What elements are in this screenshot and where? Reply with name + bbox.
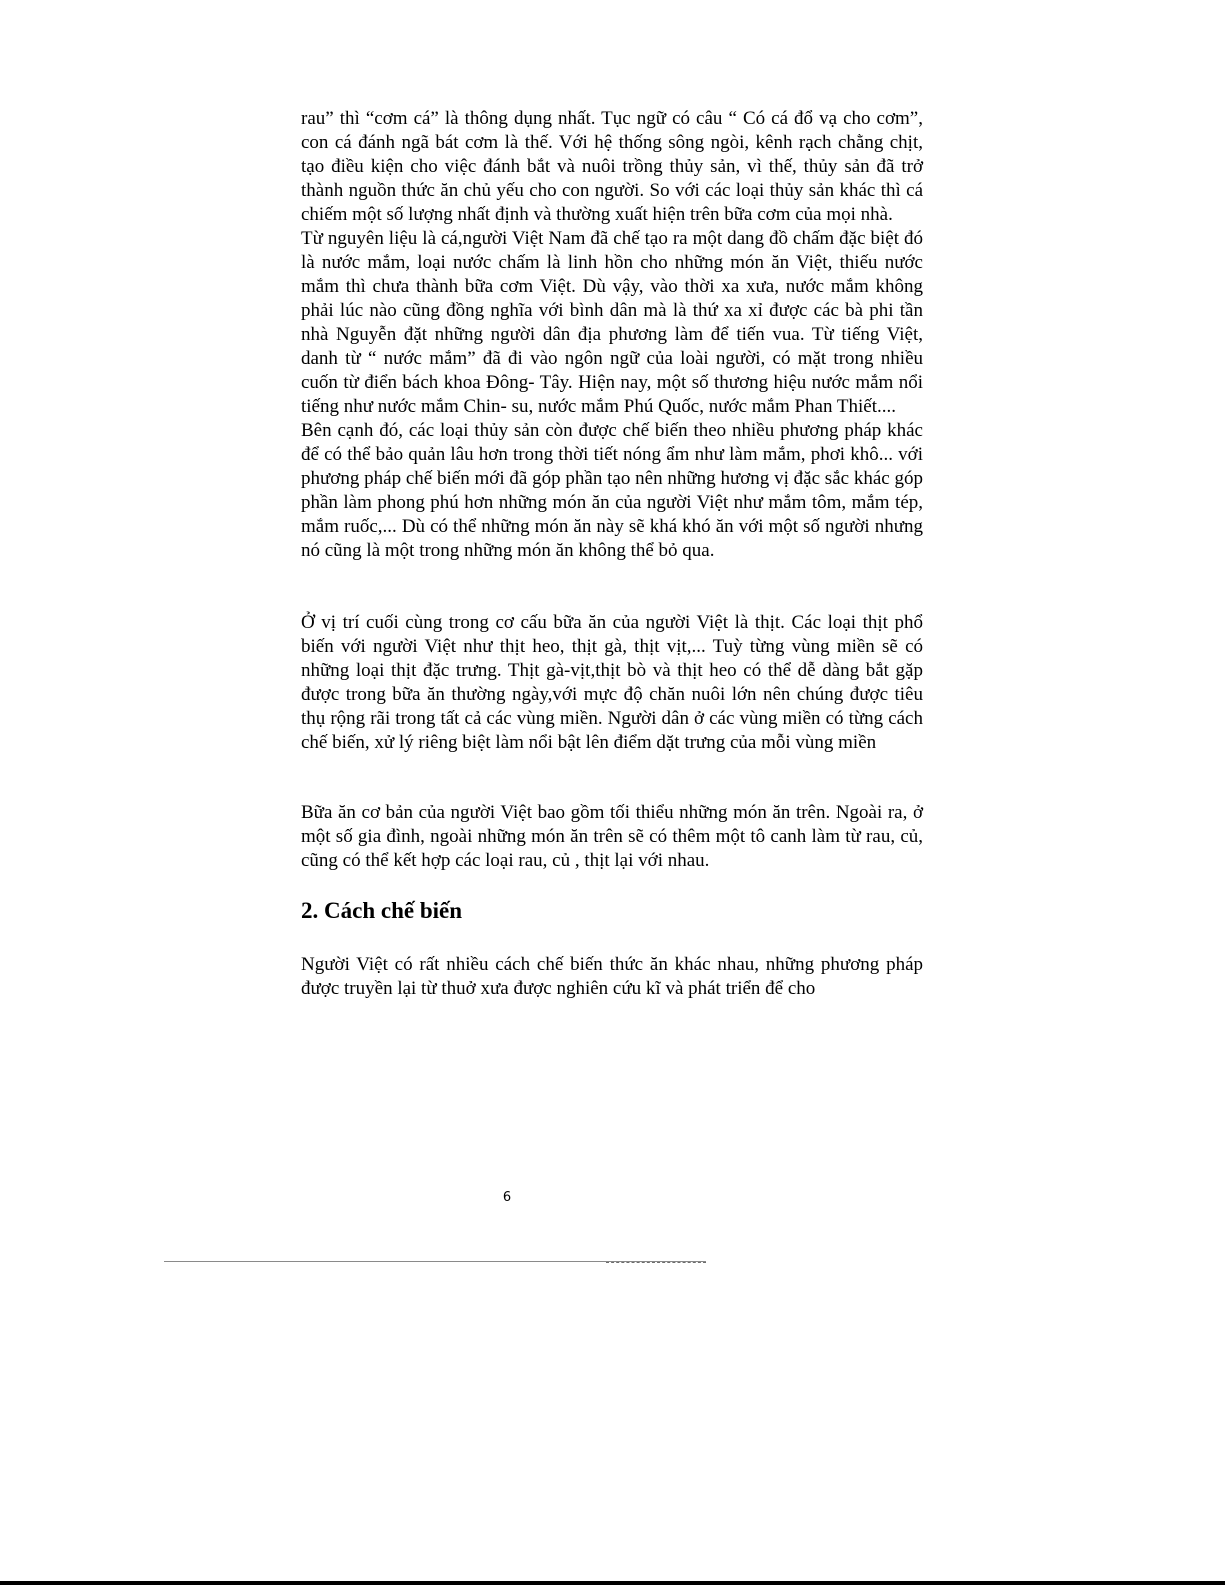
paragraph-preserved-seafood: Bên cạnh đó, các loại thủy sản còn được chế biến theo nhiều phương pháp khác để có thể bảo quản lâu hơn trong thời tiết nóng ẩm như làm mắm, phơi khô... với phương pháp chế biến mới đã góp phần tạo nên những hương vị đặc sắc khác góp phần làm phong phú hơn những món ăn của người Việt như mắm tôm, mắm tép, mắm ruốc,... Dù có thể những món ăn này sẽ khá khó ăn với một số người nhưng nó cũng là một trong những món ăn không thể bỏ qua. [301, 420, 923, 561]
page-number: 6 [502, 1190, 512, 1205]
paragraph-gap [301, 563, 923, 611]
paragraph-fish-sauce: Từ nguyên liệu là cá,người Việt Nam đã chế tạo ra một dang đồ chấm đặc biệt đó là nước mắm, loại nước chấm là linh hồn cho những món ăn Việt, thiếu nước mắm thì chưa thành bữa cơm Việt. Dù vậy, vào thời xa xưa, nước mắm không phải lúc nào cũng đồng nghĩa với bình dân mà là thứ xa xỉ được các bà phi tần nhà Nguyễn đặt những người dân địa phương làm để tiến vua. Từ tiếng Việt, danh từ “ nước mắm” đã đi vào ngôn ngữ của loài người, có mặt trong nhiều cuốn từ điển bách khoa Đông- Tây. Hiện nay, một số thương hiệu nước mắm nổi tiếng như nước mắm Chin- su, nước mắm Phú Quốc, nước mắm Phan Thiết.... [301, 228, 923, 417]
paragraph-fish-meal: rau” thì “cơm cá” là thông dụng nhất. Tục ngữ có câu “ Có cá đổ vạ cho cơm”, con cá đánh ngã bát cơm là thế. Với hệ thống sông ngòi, kênh rạch chằng chịt, tạo điều kiện cho việc đánh bắt và nuôi trồng thủy sản, vì thế, thủy sản đã trở thành nguồn thức ăn chủ yếu cho con người. So với các loại thủy sản khác thì cá chiếm một số lượng nhất định và thường xuất hiện trên bữa cơm của mọi nhà. [301, 108, 923, 225]
bottom-edge-bar [0, 1581, 1225, 1585]
section-heading: 2. Cách chế biến [301, 898, 462, 923]
paragraph-basic-meal: Bữa ăn cơ bản của người Việt bao gồm tối thiểu những món ăn trên. Ngoài ra, ở một số gia đình, ngoài những món ăn trên sẽ có thêm một tô canh làm từ rau, củ, cũng có thể kết hợp các loại rau, củ , thịt lại với nhau. [301, 802, 923, 871]
paragraph-meat: Ở vị trí cuối cùng trong cơ cấu bữa ăn của người Việt là thịt. Các loại thịt phổ biến với người Việt như thịt heo, thịt gà, thịt vịt,... Tuỳ từng vùng miền sẽ có những loại thịt đặc trưng. Thịt gà-vịt,thịt bò và thịt heo có thể dễ dàng bắt gặp được trong bữa ăn thường ngày,với mực độ chăn nuôi lớn nên chúng được tiêu thụ rộng rãi trong tất cả các vùng miền. Người dân ở các vùng miền có từng cách chế biến, xử lý riêng biệt làm nổi bật lên điểm dặt trưng của mỗi vùng miền [301, 612, 923, 753]
footer-divider-dashed [606, 1262, 706, 1263]
paragraph-cooking-methods: Người Việt có rất nhiều cách chế biến thức ăn khác nhau, những phương pháp được truyền lại từ thuở xưa được nghiên cứu kĩ và phát triển để cho [301, 954, 923, 999]
page-content [301, 107, 923, 1001]
paragraph-gap [301, 755, 923, 801]
